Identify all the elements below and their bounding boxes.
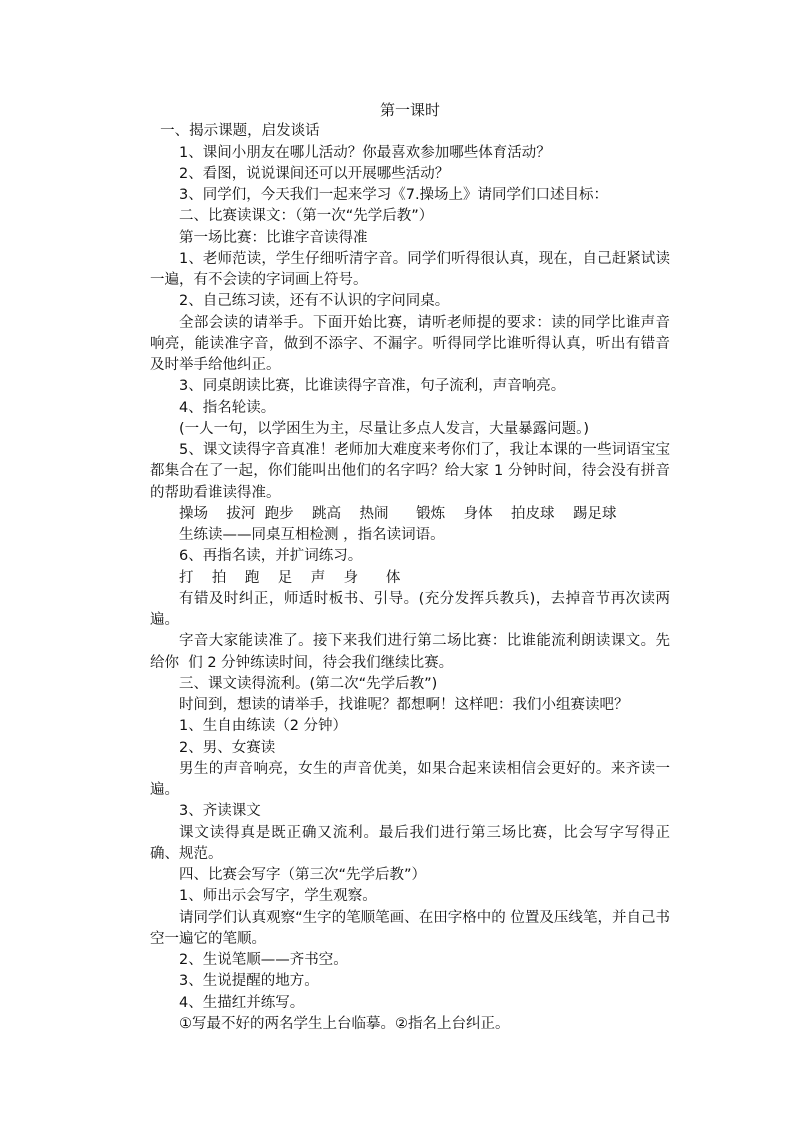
paragraph: 生练读——同桌互相检测 ，指名读词语。 xyxy=(179,527,445,543)
paragraph: 2、看图，说说课间还可以开展哪些活动？ xyxy=(179,165,450,182)
paragraph: 时间到，想读的请举手，找谁呢？都想啊！这样吧：我们小组赛读吧？ xyxy=(179,697,629,713)
paragraph: 1、生自由练读（2 分钟） xyxy=(179,718,348,735)
paragraph: 4、指名轮读。 xyxy=(179,399,276,416)
paragraph: 字音大家能读准了。接下来我们进行第二场比赛：比谁能流利朗读课文。先给你 们 2 分钟练读时间，待会我们继续比赛。 xyxy=(150,633,670,671)
paragraph: 5、课文读得字音真准！老师加大难度来考你们了，我让本课的一些词语宝宝都集合在了一起，你们能叫出他们的名字吗？给大家 1 分钟时间，待会没有拼音的帮助看谁读得准。 xyxy=(150,442,670,501)
character-list: 打 拍 跑 足 声 身 体 xyxy=(179,569,401,586)
paragraph: 男生的声音响亮，女生的声音优美，如果合起来读相信会更好的。来齐读一遍。 xyxy=(150,760,670,798)
paragraph: 课文读得真是既正确又流利。最后我们进行第三场比赛，比会写字写得正确、规范。 xyxy=(150,824,670,862)
paragraph: 6、再指名读，并扩词练习。 xyxy=(179,548,363,565)
paragraph: 第一场比赛：比谁字音读得准 xyxy=(179,229,368,246)
page-title: 第一课时 xyxy=(379,101,440,119)
section-heading: 四、比赛会写字（第三次“先学后教”） xyxy=(179,867,427,883)
paragraph: 2、自己练习读，还有不认识的字问同桌。 xyxy=(179,293,450,310)
paragraph: 2、生说笔顺——齐书空。 xyxy=(179,952,348,968)
paragraph: 2、男、女赛读 xyxy=(179,739,276,756)
paragraph: 全部会读的请举手。下面开始比赛，请听老师提的要求：读的同学比谁声音响亮，能读准字音，做到不添字、不漏字。听得同学比谁听得认真，听出有错音及时举手给他纠正。 xyxy=(150,314,670,373)
paragraph: ①写最不好的两名学生上台临摹。②指名上台纠正。 xyxy=(179,1015,510,1032)
paragraph: (一人一句，以学困生为主，尽量让多点人发言，大量暴露问题。) xyxy=(179,420,590,437)
paragraph: 1、老师范读，学生仔细听清字音。同学们听得很认真，现在，自己赶紧试读一遍，有不会读的字词画上符号。 xyxy=(150,250,670,288)
paragraph: 1、课间小朋友在哪儿活动？你最喜欢参加哪些体育活动？ xyxy=(179,144,551,161)
paragraph: 3、生说提醒的地方。 xyxy=(179,973,319,990)
section-heading: 二、比赛读课文：（第一次“先学后教”） xyxy=(179,208,434,225)
vocabulary-list: 操场 拔河 跑步 跳高 热闹 锻炼 身体 拍皮球 踢足球 xyxy=(179,505,617,522)
paragraph: 3、齐读课文 xyxy=(179,803,261,820)
paragraph: 1、师出示会写字，学生观察。 xyxy=(179,888,377,905)
paragraph: 3、同桌朗读比赛，比谁读得字音准，句子流利，声音响亮。 xyxy=(179,378,566,395)
document-body xyxy=(150,100,670,1035)
paragraph: 请同学们认真观察“生字的笔顺笔画、在田字格中的 位置及压线笔，并自己书空一遍它的笔顺。 xyxy=(150,909,670,947)
paragraph: 有错及时纠正，师适时板书、引导。(充分发挥兵教兵)，去掉音节再次读两遍。 xyxy=(150,590,670,628)
paragraph: 3、同学们，今天我们一起来学习《7.操场上》请同学们口述目标： xyxy=(179,187,609,203)
section-heading: 一、揭示课题，启发谈话 xyxy=(160,123,320,140)
paragraph: 4、生描红并练写。 xyxy=(179,994,305,1011)
section-heading: 三、课文读得流利。(第二次“先学后教”) xyxy=(179,675,438,692)
